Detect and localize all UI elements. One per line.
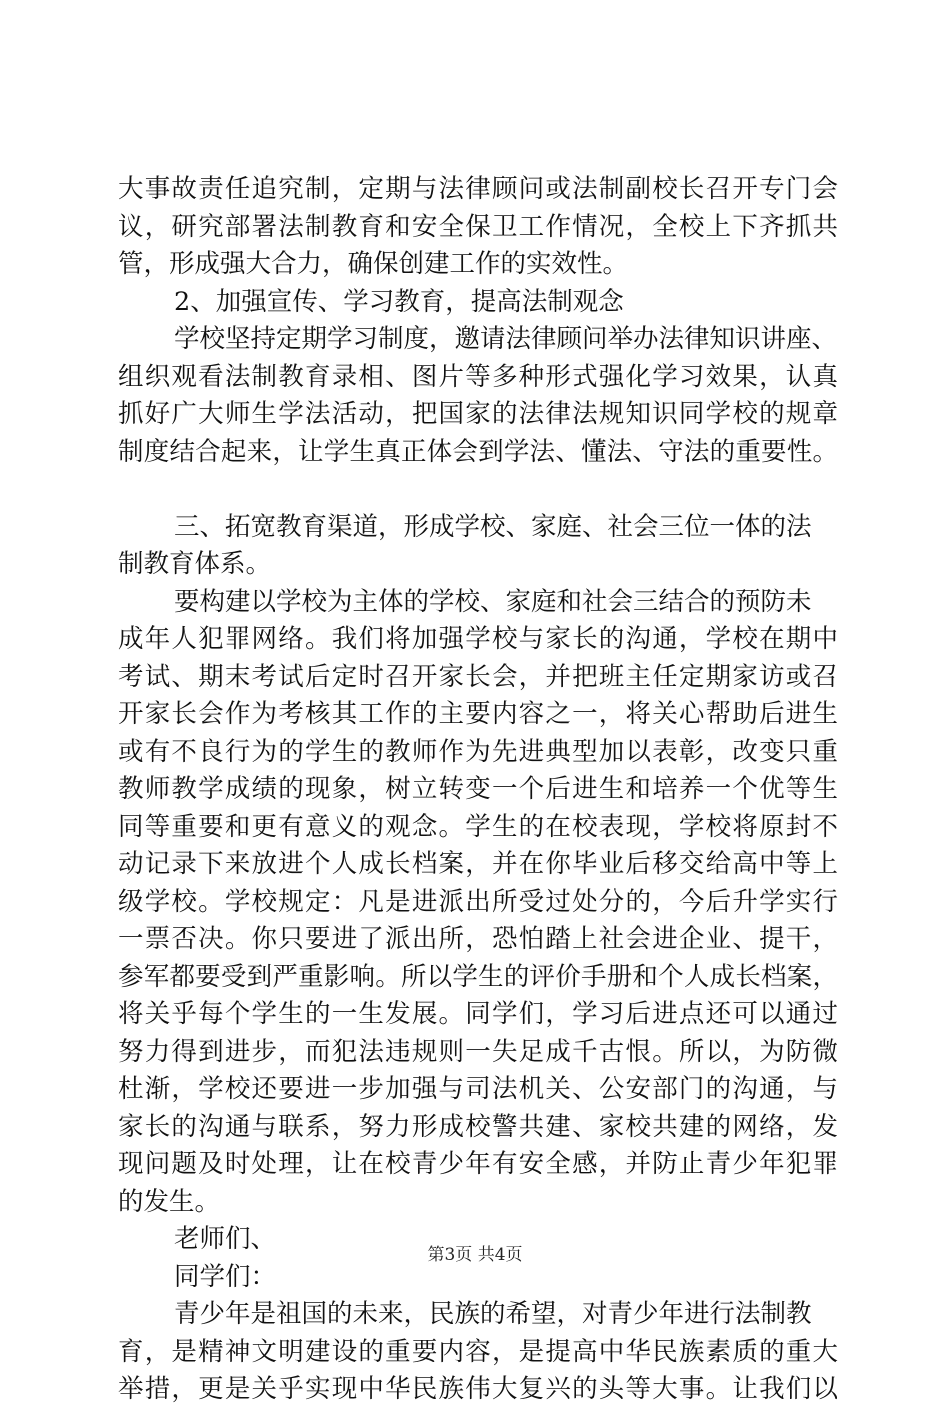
text-line: 成年人犯罪网络。我们将加强学校与家长的沟通，学校在期中 <box>118 624 838 654</box>
salutation: 老师们、 <box>174 1224 277 1254</box>
text-line: 一票否决。你只要进了派出所，恐怕踏上社会进企业、提干， <box>118 924 838 954</box>
blank-line <box>118 471 838 509</box>
text-line: 的发生。 <box>118 1186 221 1217</box>
text-line: 将关乎每个学生的一生发展。同学们，学习后进点还可以通过 <box>118 999 838 1029</box>
text-line: 动记录下来放进个人成长档案，并在你毕业后移交给高中等上 <box>118 849 838 879</box>
text-line: 议，研究部署法制教育和安全保卫工作情况，全校上下齐抓共 <box>118 211 838 242</box>
text-line: 家长的沟通与联系，努力形成校警共建、家校共建的网络，发 <box>118 1111 838 1142</box>
text-line: 抓好广大师生学法活动，把国家的法律法规知识同学校的规章 <box>118 399 838 429</box>
text-line: 或有不良行为的学生的教师作为先进典型加以表彰，改变只重 <box>118 736 838 767</box>
text-line: 现问题及时处理，让在校青少年有安全感，并防止青少年犯罪 <box>118 1149 838 1179</box>
text-line: 努力得到进步，而犯法违规则一失足成千古恨。所以，为防微 <box>118 1036 838 1067</box>
section-heading: 三、拓宽教育渠道，形成学校、家庭、社会三位一体的法 <box>174 511 812 542</box>
paragraph-start: 要构建以学校为主体的学校、家庭和社会三结合的预防未 <box>174 586 812 617</box>
section-heading: 2、加强宣传、学习教育，提高法制观念 <box>174 286 624 317</box>
document-body <box>118 171 838 1409</box>
paragraph-start: 学校坚持定期学习制度，邀请法律顾问举办法律知识讲座、 <box>174 324 838 354</box>
text-line: 管，形成强大合力，确保创建工作的实效性。 <box>118 249 629 279</box>
text-line: 举措，更是关乎实现中华民族伟大复兴的头等大事。让我们以 <box>118 1374 838 1404</box>
text-line: 教师教学成绩的现象，树立转变一个后进生和培养一个优等生 <box>118 774 838 804</box>
text-line: 杜渐，学校还要进一步加强与司法机关、公安部门的沟通，与 <box>118 1074 838 1104</box>
text-line: 参军都要受到严重影响。所以学生的评价手册和个人成长档案， <box>118 961 838 992</box>
page-number-footer: 第3页 共4页 <box>427 1245 523 1265</box>
text-line: 制教育体系。 <box>118 549 272 579</box>
text-line: 考试、期末考试后定时召开家长会，并把班主任定期家访或召 <box>118 661 838 692</box>
text-line: 制度结合起来，让学生真正体会到学法、懂法、守法的重要性。 <box>118 436 838 467</box>
salutation: 同学们： <box>174 1261 277 1292</box>
text-line: 大事故责任追究制，定期与法律顾问或法制副校长召开专门会 <box>118 174 838 204</box>
text-line: 组织观看法制教育录相、图片等多种形式强化学习效果，认真 <box>118 361 838 392</box>
text-line: 同等重要和更有意义的观念。学生的在校表现，学校将原封不 <box>118 811 838 842</box>
text-line: 开家长会作为考核其工作的主要内容之一，将关心帮助后进生 <box>118 699 838 729</box>
paragraph-start: 青少年是祖国的未来，民族的希望，对青少年进行法制教 <box>174 1299 812 1329</box>
text-line: 育，是精神文明建设的重要内容，是提高中华民族素质的重大 <box>118 1336 838 1367</box>
text-line: 级学校。学校规定：凡是进派出所受过处分的，今后升学实行 <box>118 886 838 917</box>
